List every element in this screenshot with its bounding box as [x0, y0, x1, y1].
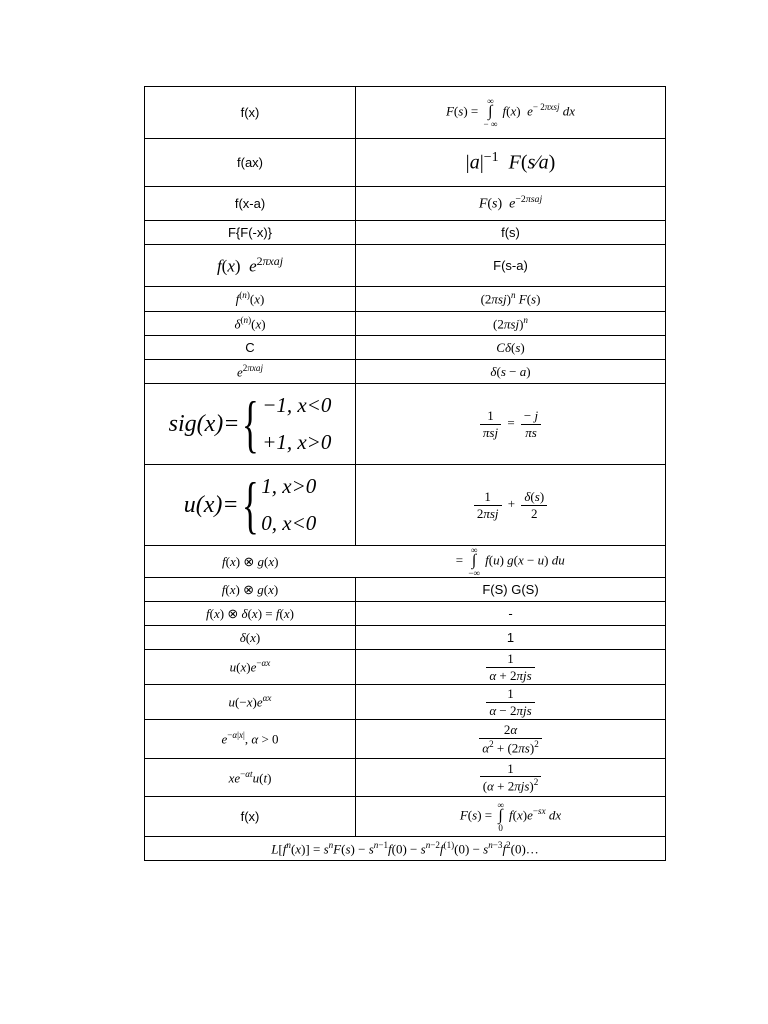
right-cell: $\frac{1}{\text{2πsj}}$ + $\frac{\delta(s)}{2}$: [356, 465, 666, 546]
right-cell: f(s): [356, 221, 666, 245]
left-cell: f(x) ⊗ δ(x) = f(x): [145, 602, 356, 626]
left-cell: $xe^{-\alpha t}u(t)$: [145, 759, 356, 797]
left-cell: sig(x)= { −1, x<0 +1, x>0: [145, 384, 356, 465]
right-cell: F(S) G(S): [356, 578, 666, 602]
right-cell: $\frac{1}{\text{α − 2πjs}}$: [356, 685, 666, 720]
left-cell: $u(x)e^{-\alpha x}$: [145, 650, 356, 685]
fourier-transform-table: [144, 86, 666, 861]
left-cell: $e^{2\pi xaj}$: [145, 360, 356, 384]
right-cell: -: [356, 602, 666, 626]
table-row: [145, 837, 666, 861]
right-cell: $\frac{1}{\text{α + 2πjs}}$: [356, 650, 666, 685]
left-cell: F{F(-x)}: [145, 221, 356, 245]
left-cell: f(x): [145, 87, 356, 139]
table-row: [145, 602, 666, 626]
table-row: [145, 221, 666, 245]
right-cell: = ∞ ∫ −∞ f(u) g(x − u) du: [356, 546, 666, 578]
left-cell: f(x): [145, 797, 356, 837]
table-row: [145, 87, 666, 139]
table-row: [145, 546, 666, 578]
left-cell: $e^{-\alpha|x|}$, α > 0: [145, 720, 356, 759]
table-row: [145, 139, 666, 187]
table-row: [145, 360, 666, 384]
left-cell: f(x) ⊗ g(x): [145, 578, 356, 602]
table-row: [145, 312, 666, 336]
left-cell: f(x) $e^{2\pi xaj}$: [145, 245, 356, 287]
left-cell: $\delta^{(n)}(x)$: [145, 312, 356, 336]
right-cell: $\frac{1}{(\alpha + 2\pi js)^2}$: [356, 759, 666, 797]
table-row: [145, 465, 666, 546]
right-cell: Cδ(s): [356, 336, 666, 360]
table-row: [145, 685, 666, 720]
laplace-derivative-cell: $L[f^n(x)] = s^nF(s) - s^{n-1}f(0) - s^{n-2}f^{(1)}(0)$ − $s^{n-3}f^2(0)\dots$: [145, 837, 666, 861]
right-cell: $\frac{2\alpha}{\alpha^2 + (2\pi s)^2}$: [356, 720, 666, 759]
left-cell: $u(-x)e^{\alpha x}$: [145, 685, 356, 720]
right-cell: F(s) = ∞ ∫ 0 $f(x)e^{-sx}$ dx: [356, 797, 666, 837]
table-row: [145, 797, 666, 837]
right-cell: $(2\pi sj)^n$: [356, 312, 666, 336]
table-row: [145, 336, 666, 360]
right-cell: 1: [356, 626, 666, 650]
table-row: [145, 187, 666, 221]
right-cell: F(s) $e^{-2\pi saj}$: [356, 187, 666, 221]
table-row: [145, 245, 666, 287]
left-cell: f(x) ⊗ g(x): [145, 546, 356, 578]
table-row: [145, 650, 666, 685]
left-cell: C: [145, 336, 356, 360]
left-cell: f(ax): [145, 139, 356, 187]
table-row: [145, 384, 666, 465]
table-row: [145, 578, 666, 602]
right-cell: $\frac{1}{\text{πsj}}$ = $\frac{- j}{\pi s}$: [356, 384, 666, 465]
right-cell: $|a|^{-1}$ F(s⁄a): [356, 139, 666, 187]
right-cell: $(2\pi sj)^n$ F(s): [356, 287, 666, 312]
table-row: [145, 759, 666, 797]
left-cell: f(x-a): [145, 187, 356, 221]
table-row: [145, 626, 666, 650]
left-cell: $f^{(n)}(x)$: [145, 287, 356, 312]
right-cell: F(s) = ∞ ∫ − ∞ f(x) $e^{- 2\pi xsj}$ dx: [356, 87, 666, 139]
left-cell: δ(x): [145, 626, 356, 650]
right-cell: δ(s − a): [356, 360, 666, 384]
left-cell: u(x)= { 1, x>0 0, x<0: [145, 465, 356, 546]
right-cell: F(s-a): [356, 245, 666, 287]
table-row: [145, 720, 666, 759]
table-row: [145, 287, 666, 312]
